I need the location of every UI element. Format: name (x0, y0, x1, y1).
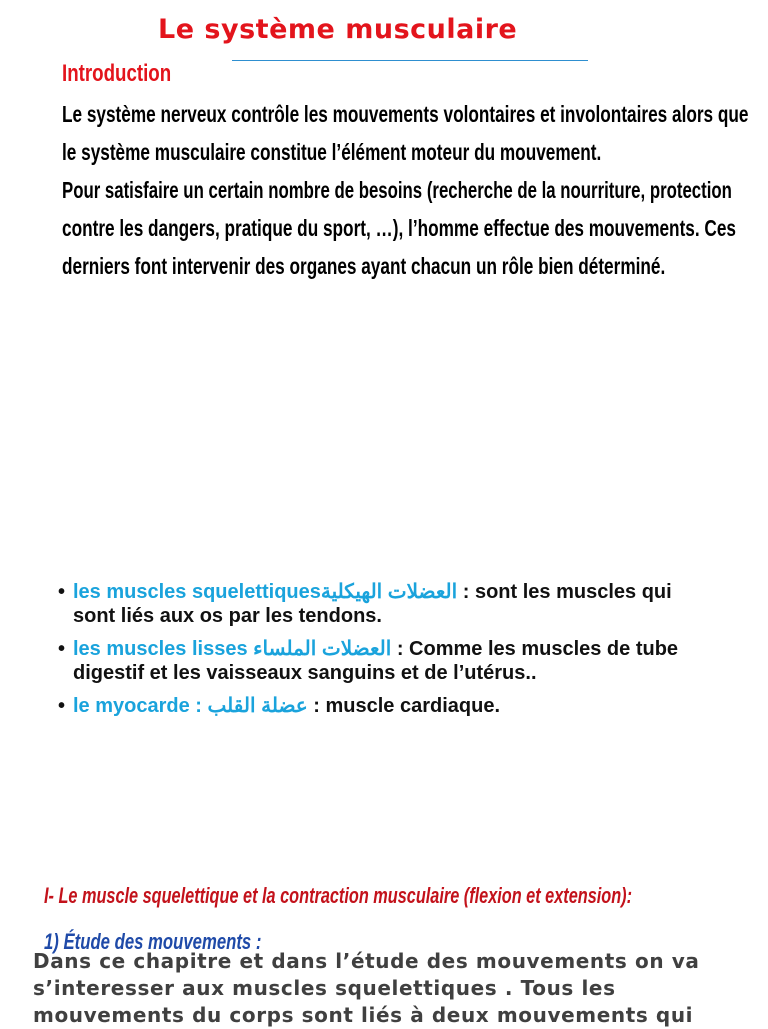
subsection-heading: 1) Étude des mouvements : (44, 929, 262, 954)
bullet-dot: • (58, 695, 66, 717)
muscle-types-list (58, 580, 718, 727)
term-arabic: العضلات الملساء (253, 638, 392, 660)
intro-line: le système musculaire constitue l’élément moteur du mouvement. (62, 139, 602, 165)
term-skeletal-muscles: les muscles squelettiques (73, 581, 321, 603)
intro-line: Pour satisfaire un certain nombre de besoins (recherche de la nourriture, protection (62, 177, 732, 203)
list-item (58, 637, 718, 685)
intro-heading: Introduction (62, 60, 172, 87)
body-line: Dans ce chapitre et dans l’étude des mouvements on va (33, 949, 700, 973)
term-definition: : muscle cardiaque. (307, 695, 501, 717)
term-arabic: العضلات الهيكلية (320, 581, 458, 603)
body-line: s’interesser aux muscles squelettiques . Tous les (33, 976, 616, 1000)
title-underline (232, 60, 588, 61)
intro-line: contre les dangers, pratique du sport, …), l’homme effectue des mouvements. Ces (62, 215, 736, 241)
term-definition: : sont les muscles qui sont liés aux os par les tendons. (73, 581, 672, 627)
intro-line: derniers font intervenir des organes ayant chacun un rôle bien déterminé. (62, 253, 666, 279)
bullet-dot: • (58, 638, 66, 660)
body-paragraph (33, 948, 753, 1029)
page-title: Le système musculaire (158, 14, 518, 45)
body-line: mouvements du corps sont liés à deux mouvements qui (33, 1003, 694, 1027)
term-arabic: عضلة القلب (207, 695, 308, 717)
bullet-dot: • (58, 581, 66, 603)
list-item (58, 580, 718, 628)
section-heading: I- Le muscle squelettique et la contraction musculaire (flexion et extension): (44, 883, 633, 908)
list-item (58, 694, 718, 718)
term-smooth-muscles: les muscles lisses (73, 638, 254, 660)
term-definition: : Comme les muscles de tube digestif et les vaisseaux sanguins et de l’utérus.. (73, 638, 679, 684)
term-myocardium: le myocarde : (73, 695, 208, 717)
intro-line: Le système nerveux contrôle les mouvements volontaires et involontaires alors que (62, 101, 749, 127)
